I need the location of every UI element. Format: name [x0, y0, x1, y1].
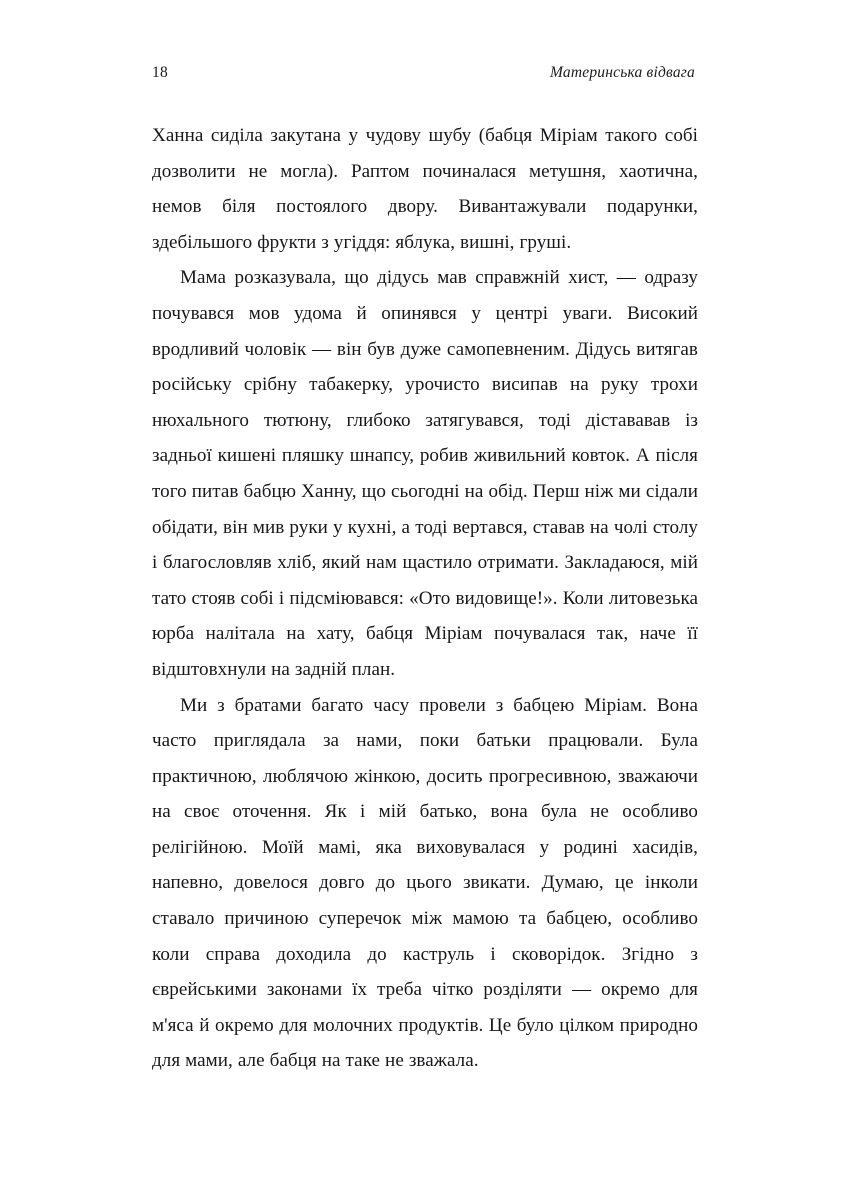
- running-head: [152, 64, 697, 82]
- page-number: 18: [152, 64, 169, 81]
- book-title: Материнська відвага: [550, 64, 695, 81]
- paragraph: Ми з братами багато часу провели з бабцею Міріам. Вона часто приглядала за нами, поки батьки працювали. Була практичною, люблячою жінкою, досить прогресивною, зважаючи на своє оточення. Як і мій батько, вона була не особливо релігійною. Моїй мамі, яка виховувалася у родині хасидів, напевно, довелося довго до цього звикати. Думаю, це інколи ставало причиною суперечок між мамою та бабцею, особливо коли справа доходила до каструль і сковорідок. Згідно з єврейськими законами їх треба чітко розділяти — окремо для м'яса й окремо для молочних продуктів. Це було цілком природно для мами, але бабця на таке не зважала.: [152, 694, 698, 1072]
- paragraph: Ханна сиділа закутана у чудову шубу (бабця Міріам такого собі дозволити не могла). Раптом починалася метушня, хаотична, немов біля постоялого двору. Вивантажували подарунки, здебільшого фрукти з угіддя: яблука, вишні, груші.: [152, 125, 698, 253]
- body-text: [152, 118, 698, 1079]
- paragraph: Мама розказувала, що дідусь мав справжній хист, — одразу почувався мов удома й опинявся у центрі уваги. Високий вродливий чоловік — він був дуже самопевненим. Дідусь витягав російську срібну табакерку, урочисто висипав на руку трохи нюхального тютюну, глибоко затягувався, тоді дістававав із задньої кишені пляшку шнапсу, робив живильний ковток. А після того питав бабцю Ханну, що сьогодні на обід. Перш ніж ми сідали обідати, він мив руки у кухні, а тоді вертався, ставав на чолі столу і благословляв хліб, який нам щастило отримати. Закладаюся, мій тато стояв собі і підсміювався: «Ото видовище!». Коли литовезька юрба налітала на хату, бабця Міріам почувалася так, наче її відштовхнули на задній план.: [152, 267, 698, 680]
